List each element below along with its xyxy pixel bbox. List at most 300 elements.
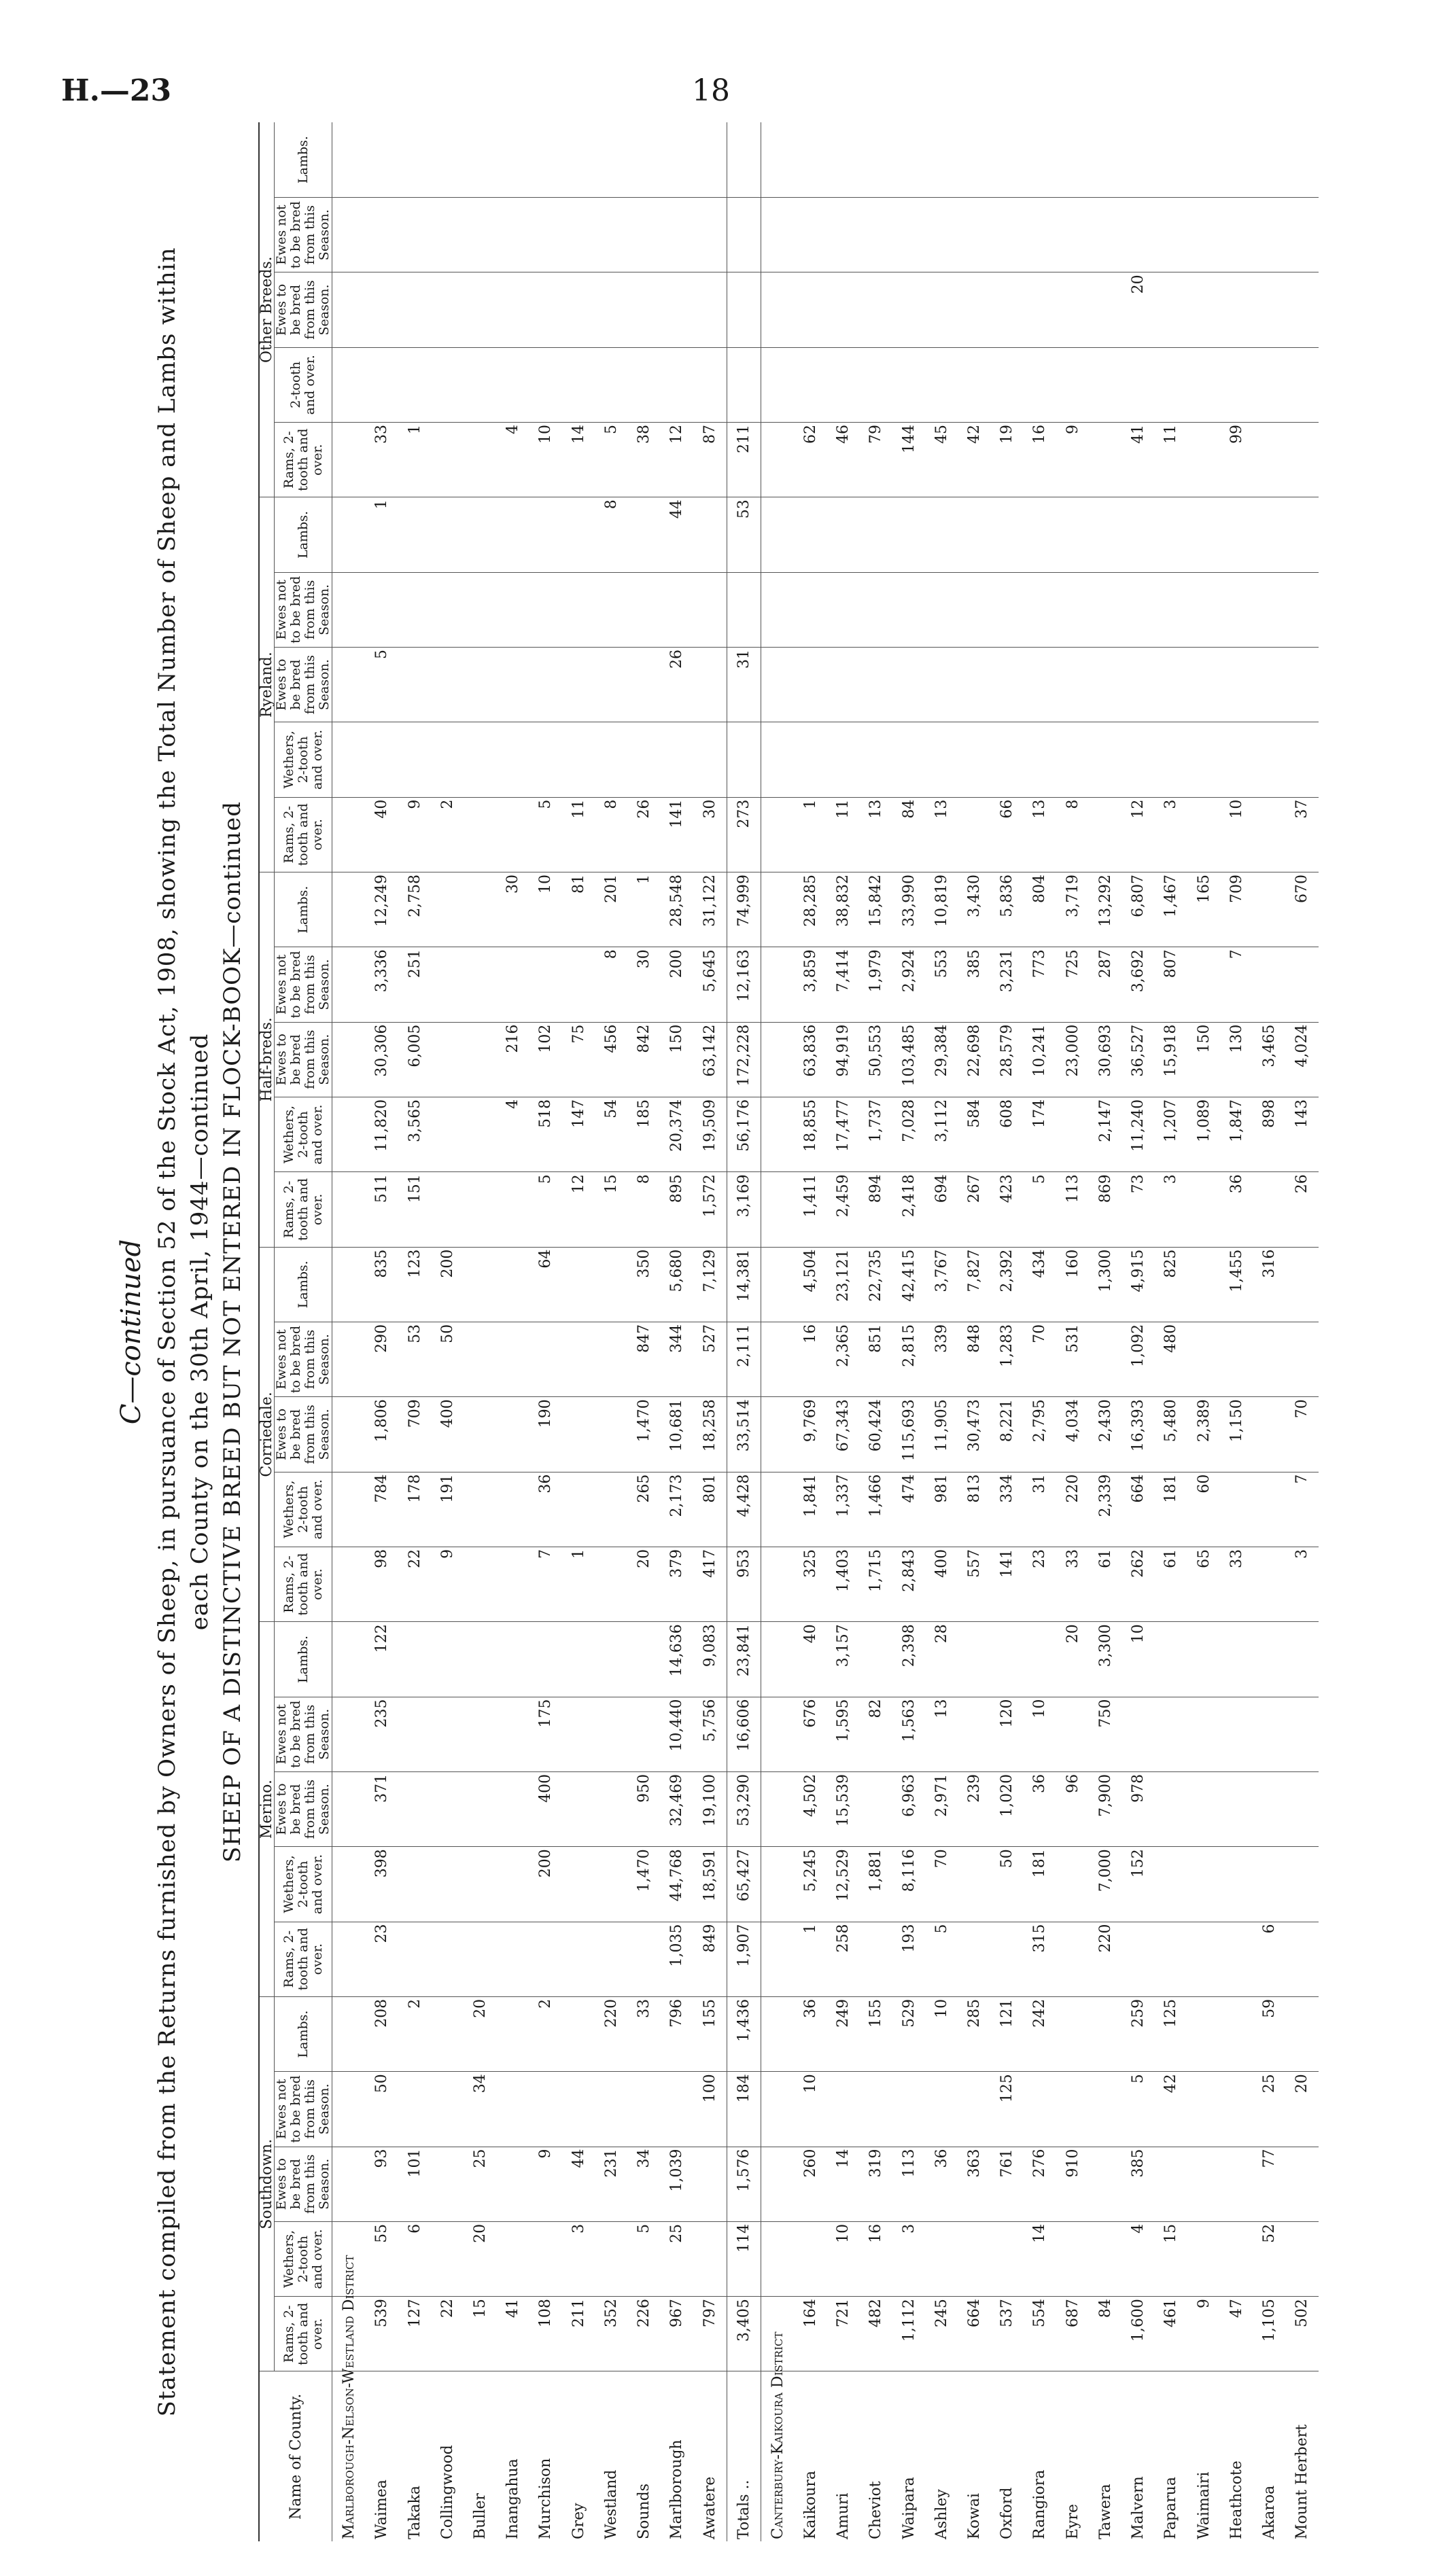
table-cell [398, 647, 431, 722]
table-cell [431, 272, 464, 347]
table-cell [1122, 497, 1155, 572]
table-cell: 1,881 [860, 1847, 892, 1922]
table-cell: 807 [1155, 947, 1187, 1022]
table-cell [693, 497, 727, 572]
table-cell [529, 947, 562, 1022]
table-cell [1024, 347, 1056, 422]
table-cell: 3,231 [991, 947, 1024, 1022]
table-cell [464, 1847, 496, 1922]
totals-cell: 3,169 [727, 1172, 761, 1247]
table-cell [562, 2072, 595, 2147]
table-cell: 73 [1122, 1172, 1155, 1247]
table-row [1089, 122, 1121, 2541]
empty-cell [332, 1022, 366, 1097]
table-cell: 851 [860, 1322, 892, 1396]
table-cell [1155, 1697, 1187, 1771]
table-cell: 2 [529, 1996, 562, 2071]
table-cell [431, 1697, 464, 1771]
table-cell: 120 [991, 1697, 1024, 1771]
table-cell: 527 [693, 1322, 727, 1396]
table-cell [562, 722, 595, 797]
table-cell [464, 1472, 496, 1547]
table-row [562, 122, 595, 2541]
table-cell [1056, 1922, 1089, 1996]
table-cell: 14 [827, 2147, 860, 2221]
table-cell [827, 2072, 860, 2147]
table-cell: 54 [595, 1097, 627, 1171]
table-cell [497, 722, 529, 797]
table-cell: 316 [1253, 1247, 1285, 1322]
table-cell: 10 [529, 422, 562, 497]
table-cell [794, 497, 826, 572]
table-cell: 10 [1122, 1622, 1155, 1697]
table-cell: 978 [1122, 1771, 1155, 1846]
table-cell [562, 572, 595, 647]
table-cell: 52 [1253, 2221, 1285, 2296]
table-cell [991, 497, 1024, 572]
table-cell: 539 [366, 2297, 398, 2371]
table-cell: 3,157 [827, 1622, 860, 1697]
table-cell [464, 1022, 496, 1097]
table-cell [991, 572, 1024, 647]
table-cell [1253, 1771, 1285, 1846]
table-cell: 1,035 [661, 1922, 693, 1996]
county-name: Tawera [1096, 2484, 1114, 2539]
table-cell [464, 1397, 496, 1472]
table-cell [1155, 572, 1187, 647]
table-cell: 28,548 [661, 872, 693, 947]
totals-cell: 1,436 [727, 1996, 761, 2071]
table-cell [1286, 1922, 1319, 1996]
table-cell: 784 [366, 1472, 398, 1547]
empty-cell [761, 1547, 794, 1621]
table-cell [860, 647, 892, 722]
table-cell [991, 197, 1024, 272]
table-cell [1089, 647, 1121, 722]
empty-cell [332, 1922, 366, 1996]
totals-cell: 14,381 [727, 1247, 761, 1322]
table-cell [431, 1622, 464, 1697]
table-cell [595, 1922, 627, 1996]
table-cell [1187, 1247, 1220, 1322]
empty-cell [761, 1097, 794, 1171]
table-cell: 101 [398, 2147, 431, 2221]
table-cell: 28,579 [991, 1022, 1024, 1097]
table-cell [1024, 647, 1056, 722]
table-cell [693, 647, 727, 722]
table-cell: 25 [1253, 2072, 1285, 2147]
empty-cell [761, 197, 794, 272]
district-name: Canterbury-Kaikoura District [769, 2331, 786, 2539]
table-cell: 26 [1286, 1172, 1319, 1247]
table-cell: 11,820 [366, 1097, 398, 1171]
table-cell: 1,470 [627, 1397, 660, 1472]
empty-cell [332, 1097, 366, 1171]
table-cell: 5 [529, 1172, 562, 1247]
table-cell: 2 [398, 1996, 431, 2071]
table-cell [991, 1922, 1024, 1996]
table-cell [497, 947, 529, 1022]
table-cell [1286, 1247, 1319, 1322]
table-cell: 64 [529, 1247, 562, 1322]
county-name: Kaikoura [801, 2471, 819, 2539]
table-cell [1286, 272, 1319, 347]
table-cell: 22 [431, 2297, 464, 2371]
table-cell [1024, 572, 1056, 647]
empty-cell [761, 2221, 794, 2296]
table-cell [1286, 2221, 1319, 2296]
totals-cell: 211 [727, 422, 761, 497]
column-subheader: Rams, 2-tooth and over. [275, 1547, 332, 1621]
table-cell: 8,221 [991, 1397, 1024, 1472]
county-name: Malvern [1130, 2476, 1147, 2539]
table-cell: 664 [1122, 1472, 1155, 1547]
table-cell: 20 [627, 1547, 660, 1621]
table-cell: 10 [794, 2072, 826, 2147]
table-cell [464, 272, 496, 347]
table-cell: 23 [366, 1922, 398, 1996]
table-cell: 537 [991, 2297, 1024, 2371]
table-cell [627, 122, 660, 197]
column-subheader: Wethers, 2-tooth and over. [275, 722, 332, 797]
empty-cell [761, 647, 794, 722]
table-cell: 201 [595, 872, 627, 947]
table-cell [892, 722, 925, 797]
empty-cell [332, 1622, 366, 1697]
county-name: Akaroa [1261, 2485, 1278, 2539]
totals-cell: 16,606 [727, 1697, 761, 1771]
totals-cell: 273 [727, 797, 761, 872]
table-cell: 63,142 [693, 1022, 727, 1097]
table-cell [1187, 1847, 1220, 1922]
table-cell: 2,843 [892, 1547, 925, 1621]
table-cell [1024, 1622, 1056, 1697]
table-cell: 10 [529, 872, 562, 947]
table-cell: 371 [366, 1771, 398, 1846]
table-cell [661, 572, 693, 647]
table-cell [529, 1922, 562, 1996]
table-cell [562, 122, 595, 197]
table-cell [1286, 947, 1319, 1022]
table-cell: 709 [1220, 872, 1253, 947]
table-cell [398, 122, 431, 197]
table-cell [464, 347, 496, 422]
table-cell [827, 647, 860, 722]
table-cell: 208 [366, 1996, 398, 2071]
table-cell [1155, 1771, 1187, 1846]
table-cell: 10 [925, 1996, 958, 2071]
table-cell: 670 [1286, 872, 1319, 947]
table-cell [1286, 1697, 1319, 1771]
table-cell [595, 197, 627, 272]
table-cell [398, 197, 431, 272]
empty-cell [761, 1022, 794, 1097]
table-cell: 22,698 [958, 1022, 990, 1097]
table-cell: 531 [1056, 1322, 1089, 1396]
table-cell: 319 [860, 2147, 892, 2221]
table-cell [529, 272, 562, 347]
table-cell [1089, 2072, 1121, 2147]
empty-cell [761, 422, 794, 497]
empty-cell [761, 2072, 794, 2147]
table-cell: 20 [464, 1996, 496, 2071]
table-cell: 235 [366, 1697, 398, 1771]
column-subheader: Ewes to be bred from this Season. [275, 1397, 332, 1472]
table-row [991, 122, 1024, 2541]
table-cell: 15 [1155, 2221, 1187, 2296]
table-cell: 42 [958, 422, 990, 497]
table-cell: 30 [497, 872, 529, 947]
table-cell [892, 497, 925, 572]
table-cell: 417 [693, 1547, 727, 1621]
empty-cell [761, 1247, 794, 1322]
table-cell: 290 [366, 1322, 398, 1396]
table-cell [497, 1622, 529, 1697]
table-cell: 18,258 [693, 1397, 727, 1472]
table-cell: 1,467 [1155, 872, 1187, 947]
table-cell: 400 [431, 1397, 464, 1472]
table-cell [925, 2072, 958, 2147]
table-cell: 869 [1089, 1172, 1121, 1247]
table-cell [1056, 2221, 1089, 2296]
totals-cell [727, 572, 761, 647]
table-cell [366, 347, 398, 422]
table-row [1056, 122, 1089, 2541]
table-cell: 813 [958, 1472, 990, 1547]
table-cell: 10,819 [925, 872, 958, 947]
table-cell [464, 122, 496, 197]
table-cell: 28,285 [794, 872, 826, 947]
table-cell: 50 [366, 2072, 398, 2147]
column-subheader: Ewes not to be bred from this Season. [275, 197, 332, 272]
table-cell [1187, 2147, 1220, 2221]
table-cell [1089, 197, 1121, 272]
table-cell [529, 722, 562, 797]
table-cell: 165 [1187, 872, 1220, 947]
table-cell: 1,105 [1253, 2297, 1285, 2371]
table-cell [794, 347, 826, 422]
table-cell [1187, 947, 1220, 1022]
table-cell [1253, 647, 1285, 722]
district-name: Marlborough-Nelson-Westland District [340, 2255, 358, 2539]
table-cell: 608 [991, 1097, 1024, 1171]
table-cell [1122, 1922, 1155, 1996]
table-cell: 8 [595, 797, 627, 872]
table-cell: 53 [398, 1322, 431, 1396]
table-cell [1253, 797, 1285, 872]
sheep-statistics-table [258, 122, 1319, 2541]
table-cell: 2,418 [892, 1172, 925, 1247]
empty-cell [332, 122, 366, 197]
table-cell: 344 [661, 1322, 693, 1396]
table-cell [1286, 1322, 1319, 1396]
table-cell [464, 1247, 496, 1322]
table-cell [958, 2221, 990, 2296]
table-row [1286, 122, 1319, 2541]
column-subheader: Ewes not to be bred from this Season. [275, 2072, 332, 2147]
table-cell: 9,769 [794, 1397, 826, 1472]
table-cell [366, 722, 398, 797]
table-cell: 474 [892, 1472, 925, 1547]
table-cell [1220, 497, 1253, 572]
table-cell [464, 1172, 496, 1247]
table-cell [693, 722, 727, 797]
empty-cell [332, 1247, 366, 1322]
table-cell [1187, 2072, 1220, 2147]
table-cell: 15 [464, 2297, 496, 2371]
table-cell: 122 [366, 1622, 398, 1697]
table-cell [398, 2072, 431, 2147]
table-cell: 125 [991, 2072, 1024, 2147]
table-cell [497, 1397, 529, 1472]
table-cell [827, 497, 860, 572]
table-cell: 259 [1122, 1996, 1155, 2071]
totals-cell: 1,907 [727, 1922, 761, 1996]
county-name: Sounds [636, 2483, 653, 2539]
table-cell [1253, 1397, 1285, 1472]
table-cell [595, 572, 627, 647]
table-cell [398, 347, 431, 422]
table-cell: 30,693 [1089, 1022, 1121, 1097]
totals-cell: 23,841 [727, 1622, 761, 1697]
table-cell [1155, 347, 1187, 422]
table-cell: 5,680 [661, 1247, 693, 1322]
column-subheader: Ewes not to be bred from this Season. [275, 947, 332, 1022]
table-cell: 81 [562, 872, 595, 947]
table-cell [1024, 2072, 1056, 2147]
totals-cell: 184 [727, 2072, 761, 2147]
county-name: Waimairi [1195, 2471, 1213, 2539]
table-cell [892, 197, 925, 272]
table-cell: 1,150 [1220, 1397, 1253, 1472]
empty-cell [761, 872, 794, 947]
table-cell: 143 [1286, 1097, 1319, 1171]
table-cell: 36 [925, 2147, 958, 2221]
empty-cell [761, 1397, 794, 1472]
county-name: Westland [602, 2469, 620, 2539]
table-cell [595, 722, 627, 797]
table-cell [497, 1472, 529, 1547]
table-cell: 5 [529, 797, 562, 872]
table-cell: 61 [1089, 1547, 1121, 1621]
table-cell: 721 [827, 2297, 860, 2371]
table-cell: 15,539 [827, 1771, 860, 1846]
table-row [366, 122, 398, 2541]
table-cell: 8 [595, 497, 627, 572]
table-cell: 70 [1286, 1397, 1319, 1472]
column-subheader: Rams, 2-tooth and over. [275, 1172, 332, 1247]
table-cell: 36,527 [1122, 1022, 1155, 1097]
table-cell [693, 197, 727, 272]
table-cell: 3,767 [925, 1247, 958, 1322]
table-cell: 15,842 [860, 872, 892, 947]
statement-title-line1: Statement compiled from the Returns furnished by Owners of Sheep, in pursuance of Section 52 of the Stock Act, 1908, showing the Total Number of Sheep and Lambs within [154, 247, 181, 2417]
table-cell: 258 [827, 1922, 860, 1996]
table-cell: 18,855 [794, 1097, 826, 1171]
empty-cell [761, 1697, 794, 1771]
table-cell [1056, 572, 1089, 647]
table-cell [892, 2072, 925, 2147]
table-cell [693, 572, 727, 647]
table-cell: 13,292 [1089, 872, 1121, 947]
empty-cell [761, 122, 794, 197]
table-cell: 5 [627, 2221, 660, 2296]
table-cell: 242 [1024, 1996, 1056, 2071]
table-cell: 15 [595, 1172, 627, 1247]
table-body [332, 122, 1319, 2541]
table-cell [497, 497, 529, 572]
table-cell: 950 [627, 1771, 660, 1846]
table-cell [1155, 647, 1187, 722]
table-cell: 7,129 [693, 1247, 727, 1322]
table-cell [529, 347, 562, 422]
table-cell [1220, 1771, 1253, 1846]
table-cell: 1,847 [1220, 1097, 1253, 1171]
table-cell [693, 347, 727, 422]
table-cell [529, 2221, 562, 2296]
table-cell: 664 [958, 2297, 990, 2371]
table-cell: 339 [925, 1322, 958, 1396]
table-cell [464, 422, 496, 497]
table-cell [464, 1097, 496, 1171]
table-cell [431, 722, 464, 797]
table-cell [595, 1771, 627, 1846]
table-cell: 3,692 [1122, 947, 1155, 1022]
column-subheader: Lambs. [275, 872, 332, 947]
empty-cell [332, 1547, 366, 1621]
totals-cell: 33,514 [727, 1397, 761, 1472]
table-cell [464, 1322, 496, 1396]
column-subheader: Rams, 2-tooth and over. [275, 1922, 332, 1996]
table-cell: 50 [431, 1322, 464, 1396]
empty-cell [761, 797, 794, 872]
table-cell [595, 1472, 627, 1547]
county-name: Awatere [701, 2476, 718, 2539]
empty-cell [761, 272, 794, 347]
table-cell: 9 [398, 797, 431, 872]
table-cell: 835 [366, 1247, 398, 1322]
empty-cell [332, 422, 366, 497]
table-cell [1220, 572, 1253, 647]
table-cell: 38,832 [827, 872, 860, 947]
table-cell [1220, 2221, 1253, 2296]
table-cell: 1,595 [827, 1697, 860, 1771]
table-cell [529, 497, 562, 572]
table-cell [794, 2221, 826, 2296]
table-cell [1187, 722, 1220, 797]
table-cell: 67,343 [827, 1397, 860, 1472]
table-cell [693, 272, 727, 347]
totals-cell: 12,163 [727, 947, 761, 1022]
table-cell: 1,466 [860, 1472, 892, 1547]
table-cell: 6,963 [892, 1771, 925, 1846]
totals-cell: 114 [727, 2221, 761, 2296]
empty-cell [761, 572, 794, 647]
empty-cell [332, 1322, 366, 1396]
table-cell [627, 272, 660, 347]
table-cell [627, 497, 660, 572]
table-cell: 554 [1024, 2297, 1056, 2371]
table-cell [991, 2221, 1024, 2296]
table-cell: 2 [431, 797, 464, 872]
table-cell [497, 1247, 529, 1322]
table-cell [991, 1622, 1024, 1697]
table-row [627, 122, 660, 2541]
table-cell [661, 722, 693, 797]
table-cell: 84 [892, 797, 925, 872]
table-cell: 9 [1187, 2297, 1220, 2371]
empty-cell [761, 1996, 794, 2071]
